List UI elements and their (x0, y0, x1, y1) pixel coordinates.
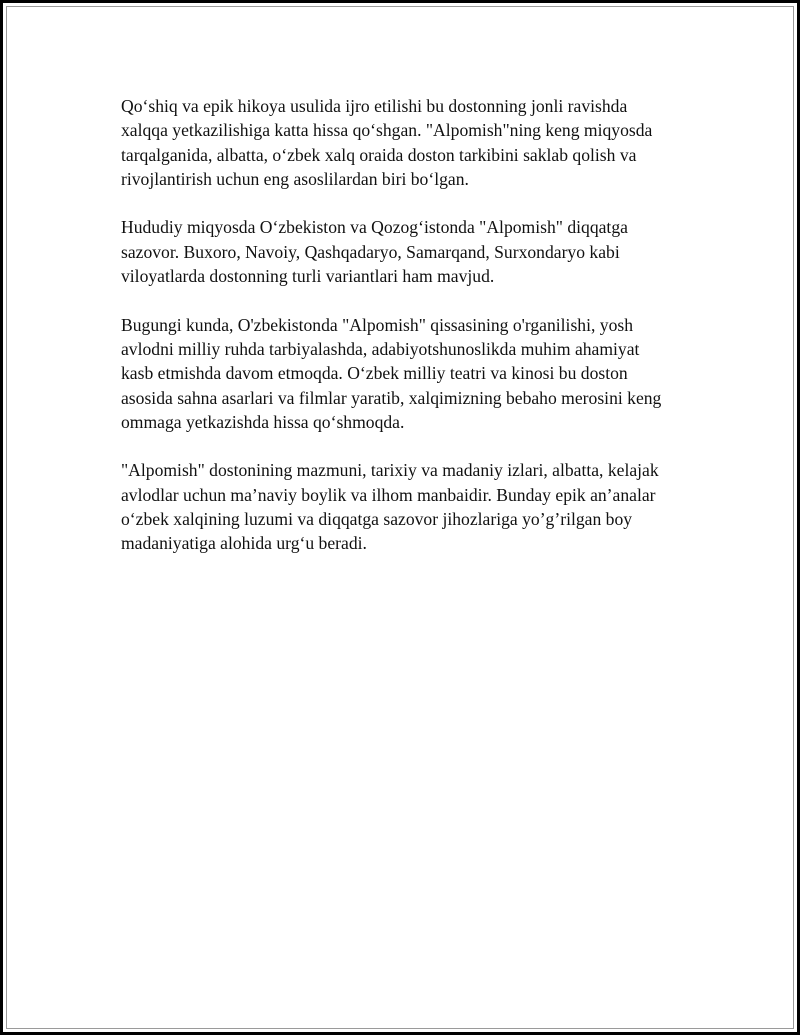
text-line: xalqqa yetkazilishiga katta hissa qo‘shgan. "Alpomish"ning keng miqyosda (121, 120, 653, 141)
text-line: kasb etmishda davom etmoqda. O‘zbek milliy teatri va kinosi bu doston (121, 363, 628, 384)
paragraph-3 (121, 313, 696, 434)
text-line: "Alpomish" dostonining mazmuni, tarixiy va madaniy izlari, albatta, kelajak (121, 460, 659, 481)
text-line: Hududiy miqyosda O‘zbekiston va Qozog‘istonda "Alpomish" diqqatga (121, 217, 628, 238)
text-line: ommaga yetkazishda hissa qo‘shmoqda. (121, 411, 405, 432)
text-line: Qo‘shiq va epik hikoya usulida ijro etilishi bu dostonning jonli ravishda (121, 96, 628, 116)
document-body (121, 94, 696, 580)
text-line: avlodlar uchun ma’naviy boylik va ilhom manbaidir. Bunday epik an’analar (121, 484, 656, 505)
paragraph-2 (121, 215, 696, 288)
text-line: sazovor. Buxoro, Navoiy, Qashqadaryo, Samarqand, Surxondaryo kabi (121, 241, 620, 262)
text-line: Bugungi kunda, O'zbekistonda "Alpomish" qissasining o'rganilishi, yosh (121, 314, 634, 335)
text-line: avlodni milliy ruhda tarbiyalashda, adabiyotshunoslikda muhim ahamiyat (121, 338, 640, 359)
paragraph-1 (121, 94, 696, 191)
text-line: rivojlantirish uchun eng asoslilardan biri bo‘lgan. (121, 168, 469, 189)
paragraph-4 (121, 458, 696, 555)
text-line: viloyatlarda dostonning turli variantlari ham mavjud. (121, 266, 495, 287)
text-line: madaniyatiga alohida urg‘u beradi. (121, 533, 367, 554)
text-line: asosida sahna asarlari va filmlar yaratib, xalqimizning bebaho merosini keng (121, 387, 662, 408)
text-line: tarqalganida, albatta, o‘zbek xalq oraida doston tarkibini saklab qolish va (121, 144, 637, 165)
text-line: o‘zbek xalqining luzumi va diqqatga sazovor jihozlariga yo’g’rilgan boy (121, 509, 633, 530)
